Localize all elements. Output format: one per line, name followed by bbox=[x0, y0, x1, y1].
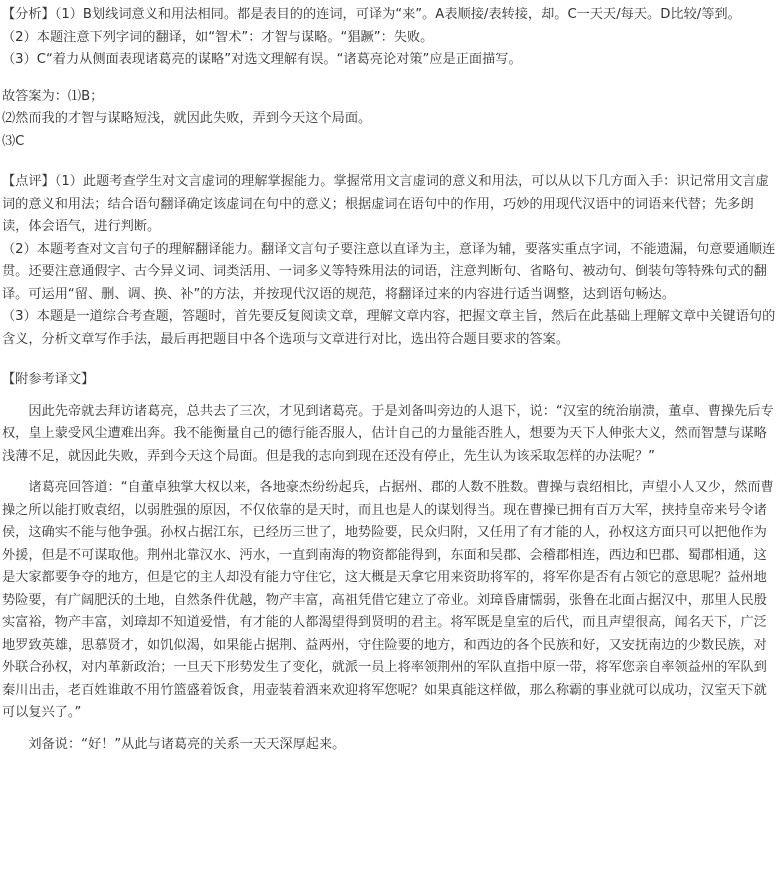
answer-line-2: ⑵然而我的才智与谋略短浅，就因此失败，弄到今天这个局面。 bbox=[2, 111, 372, 126]
translation-heading: 【附参考译文】 bbox=[2, 372, 95, 387]
spacer bbox=[2, 351, 778, 369]
translation-paragraph-2: 诸葛亮回答道：“自董卓独掌大权以来，各地豪杰纷纷起兵，占据州、郡的人数不胜数。曹操与袁绍相比，声望小人又少，然而曹操之所以能打败袁绍，以弱胜强的原因，不仅依靠的是天时，而且也是人的谋划得当。现在曹操已拥有百万大军，挟持皇帝来号令诸侯，这确实不能与他争强。孙权占据江东，已经历三世了，地势险要，民众归附，又任用了有才能的人，孙权这方面只可以把他作为外援，但是不可谋取他。荆州北靠汉水、沔水，一直到南海的物资都能得到，东面和吴郡、会稽郡相连，西边和巴郡、蜀郡相通，这是大家都要争夺的地方，但是它的主人却没有能力守住它，这大概是天拿它用来资助将军的，将军你是否有占领它的意思呢？益州地势险要，有广阔肥沃的土地，自然条件优越，物产丰富，高祖凭借它建立了帝业。刘璋昏庸懦弱，张鲁在北面占据汉中，那里人民殷实富裕，物产丰富，刘璋却不知道爱惜，有才能的人都渴望得到贤明的君主。将军既是皇室的后代，而且声望很高，闻名天下，广泛地罗致英雄，思慕贤才，如饥似渴，如果能占据荆、益两州，守住险要的地方，和西边的各个民族和好，又安抚南边的少数民族，对外联合孙权，对内革新政治；一旦天下形势发生了变化，就派一员上将率领荆州的军队直指中原一带，将军您亲自率领益州的军队到秦川出击，老百姓谁敢不用竹篮盛着饭食，用壶装着酒来欢迎将军您呢？如果真能这样做，那么称霸的事业就可以成功，汉室天下就可以复兴了。” bbox=[2, 480, 774, 720]
comment-item-2: （2）本题考查对文言句子的理解翻译能力。翻译文言句子要注意以直译为主，意译为辅，要落实重点字词，不能遗漏，句意要通顺连贯。还要注意通假字、古今异义词、词类活用、一词多义等特殊用法的词语，注意判断句、省略句、被动句、倒装句等特殊句式的翻译。可运用“留、删、调、换、补”的方法，并按现代汉语的规范，将翻译过来的内容进行适当调整，达到语句畅达。 bbox=[2, 241, 776, 302]
translation-paragraph-1: 因此先帝就去拜访诸葛亮，总共去了三次，才见到诸葛亮。于是刘备叫旁边的人退下，说：“汉室的统治崩溃，董卓、曹操先后专权，皇上蒙受风尘遭难出奔。我不能衡量自己的德行能否服人，估计自己的力量能否胜人，想要为天下人伸张大义，然而智慧与谋略浅薄不足，就因此失败，弄到今天这个局面。但是我的志向到现在还没有停止，先生认为该采取怎样的办法呢？” bbox=[2, 403, 774, 464]
spacer bbox=[2, 153, 778, 171]
answer-section bbox=[2, 86, 778, 154]
comment-item-1: 【点评】（1）此题考查学生对文言虚词的理解掌握能力。掌握常用文言虚词的意义和用法，可以从以下几方面入手：识记常用文言虚词的意义和用法；结合语句翻译确定该虚词在句中的意义；根据虚词在语句中的作用，巧妙的用现代汉语中的词语来代替；先多朗读，体会语气，进行判断。 bbox=[2, 174, 769, 234]
analysis-item-2: （2）本题注意下列字词的翻译，如“智术”：才智与谋略。“猖蹶”：失败。 bbox=[2, 29, 434, 45]
comment-item-3: （3）本题是一道综合考查题，答题时，首先要反复阅读文章，理解文章内容，把握文章主旨，然后在此基础上理解文章中关键语句的含义，分析文章写作手法，最后再把题目中各个选项与文章进行对比，选出符合题目要求的答案。 bbox=[2, 309, 776, 347]
analysis-section bbox=[2, 4, 778, 72]
answer-line-1: 故答案为：⑴B； bbox=[2, 88, 104, 104]
analysis-item-3: （3）C“着力从侧面表现诸葛亮的谋略”对选文理解有误。“诸葛亮论对策”应是正面描写。 bbox=[2, 52, 522, 67]
answer-line-3: ⑶C bbox=[2, 133, 25, 149]
analysis-item-1: 【分析】（1）B划线词意义和用法相同。都是表目的的连词，可译为“来”。A表顺接/表转接，却。C一天天/每天。D比较/等到。 bbox=[2, 7, 741, 22]
comment-section bbox=[2, 171, 778, 351]
translation-paragraph-3: 刘备说：“好！”从此与诸葛亮的关系一天天深厚起来。 bbox=[28, 736, 346, 752]
spacer bbox=[2, 72, 778, 86]
translation-section bbox=[2, 369, 778, 756]
